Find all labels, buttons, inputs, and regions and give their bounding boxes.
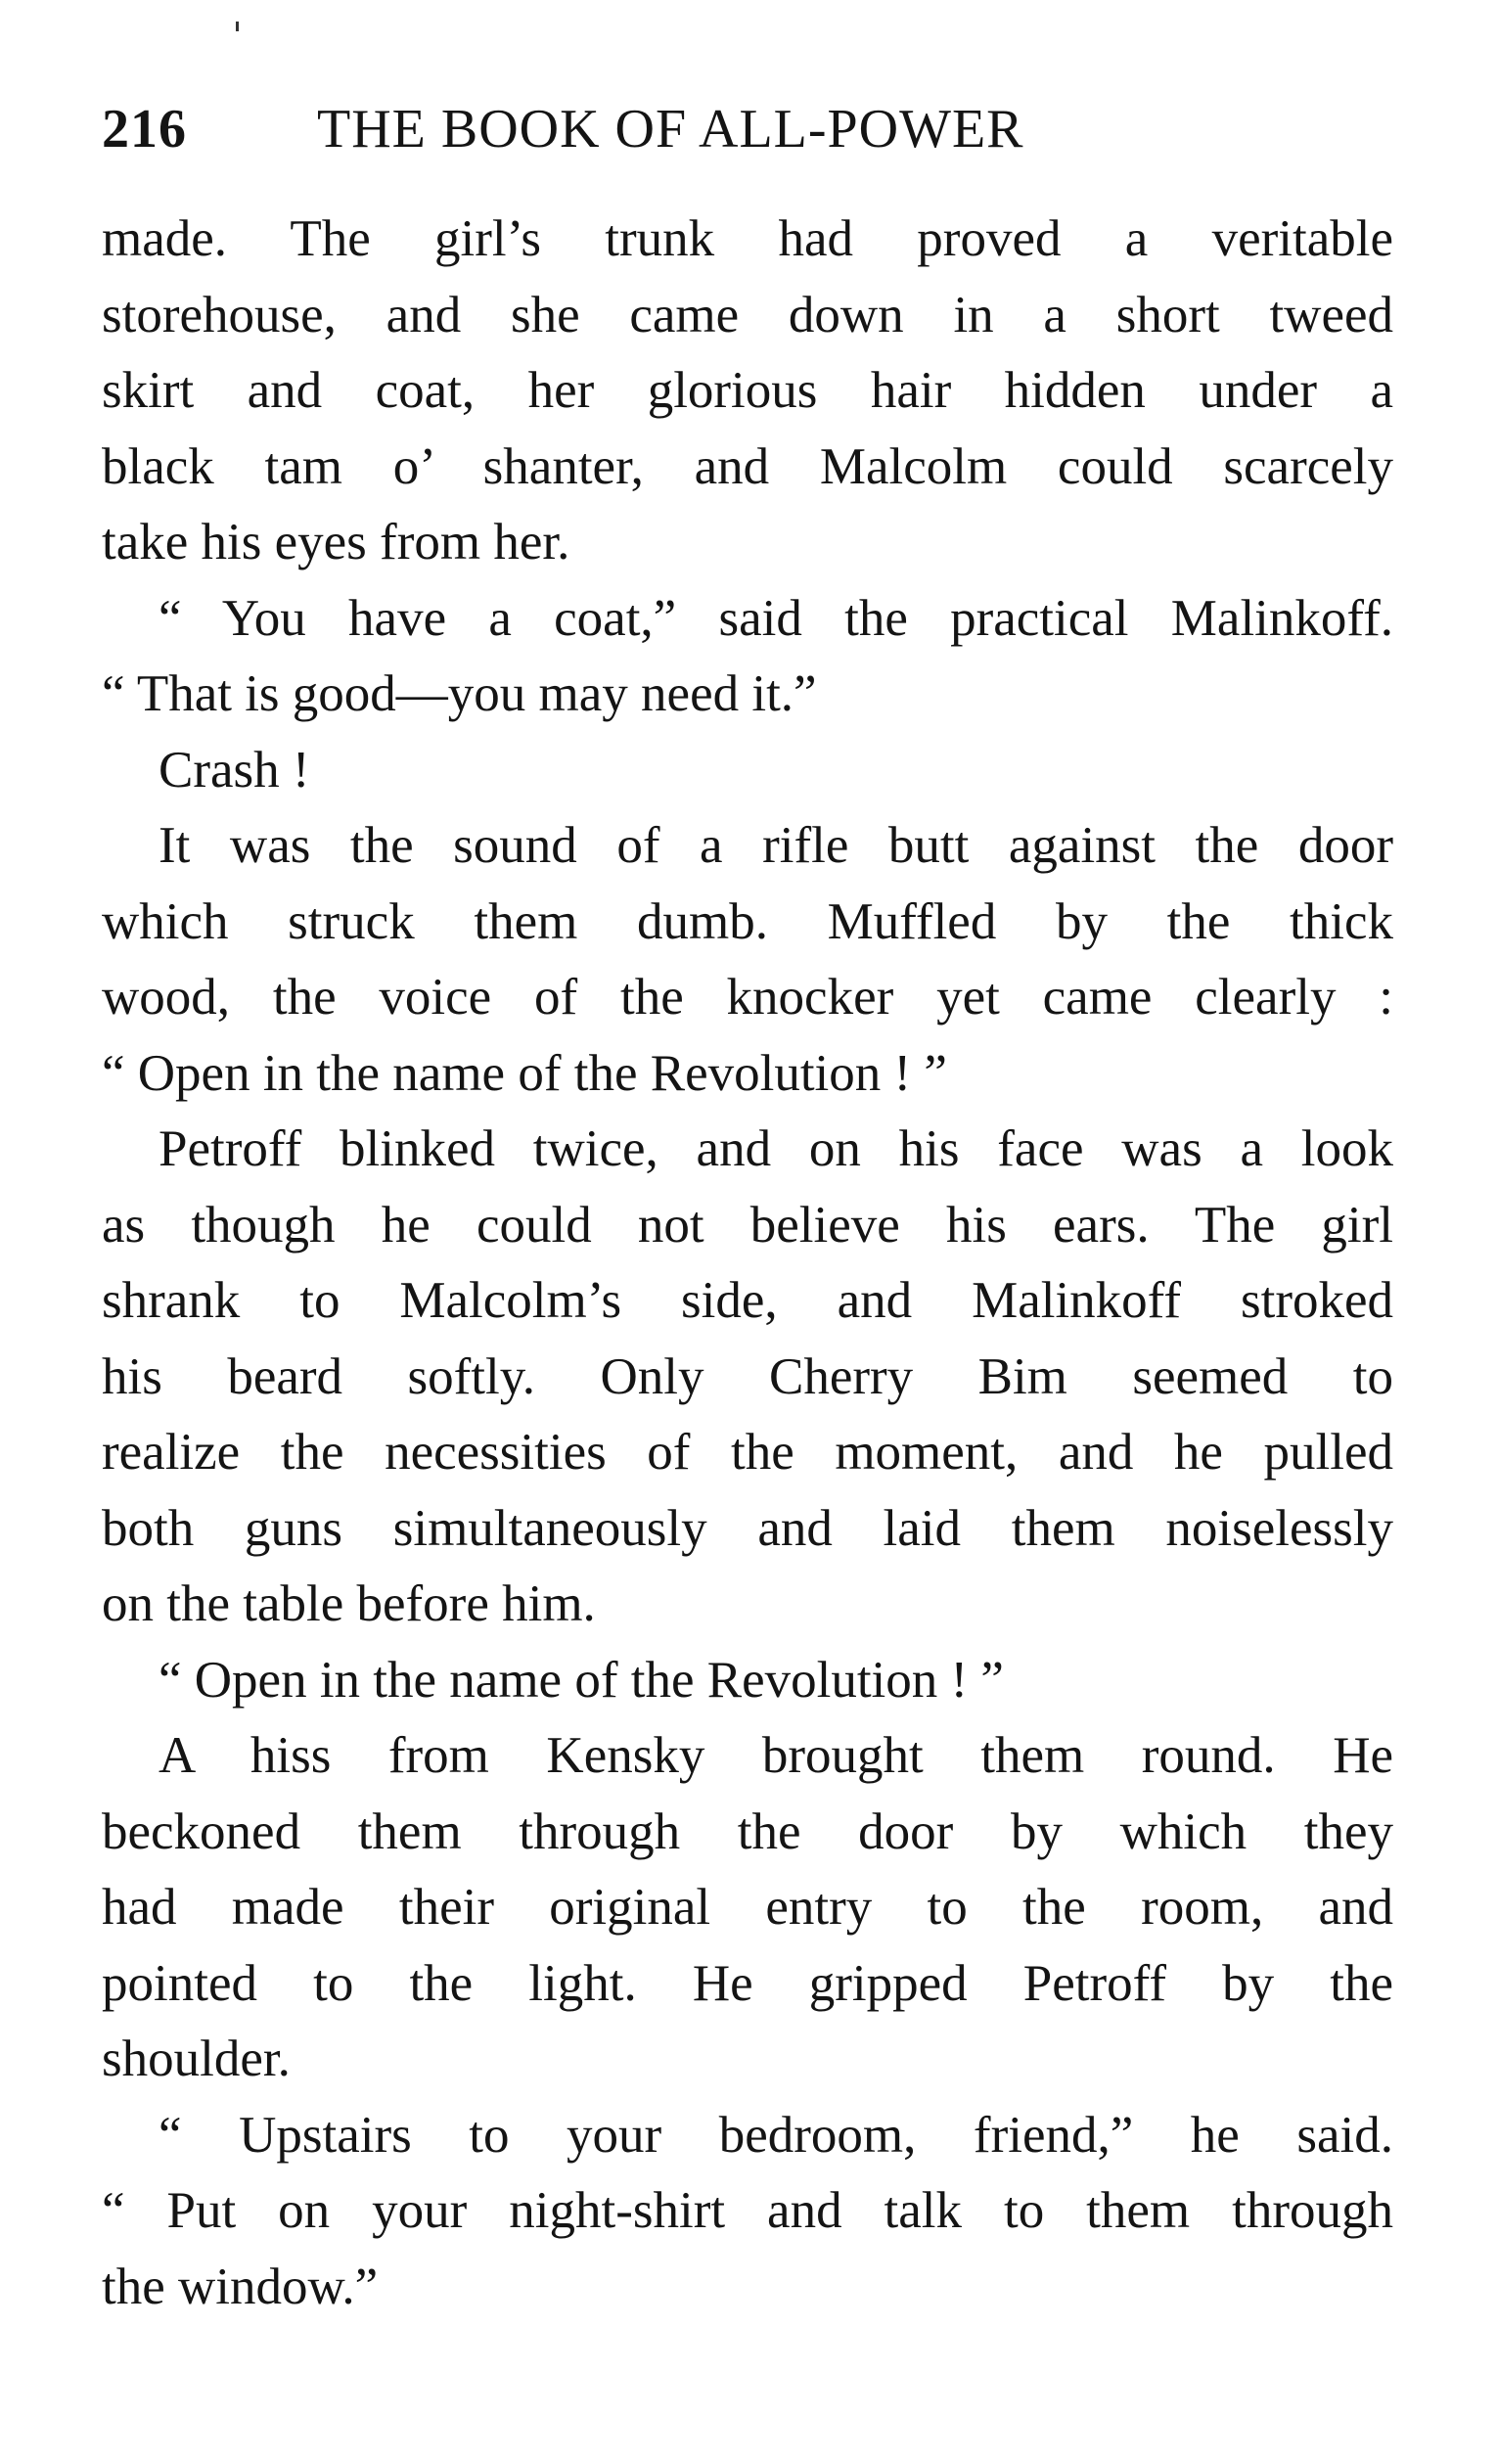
text-line: on the table before him. [102, 1575, 596, 1632]
text-line: his beard softly. Only Cherry Bim seemed to [102, 1347, 1393, 1405]
text-line: Petroff blinked twice, and on his face was a look [159, 1120, 1393, 1177]
ink-speck [236, 22, 239, 31]
text-line: “ You have a coat,” said the practical Malinkoff. [159, 589, 1393, 647]
text-line: storehouse, and she came down in a short tweed [102, 286, 1393, 343]
text-line: “ Upstairs to your bedroom, friend,” he said. [159, 2106, 1393, 2164]
page-number: 216 [102, 99, 187, 160]
text-line: both guns simultaneously and laid them noiselessly [102, 1499, 1393, 1557]
text-line: beckoned them through the door by which they [102, 1802, 1393, 1860]
text-line: Crash ! [159, 741, 310, 799]
text-line: black tam o’ shanter, and Malcolm could scarcely [102, 437, 1393, 495]
text-line: wood, the voice of the knocker yet came clearly : [102, 969, 1393, 1026]
text-line: as though he could not believe his ears. The girl [102, 1196, 1393, 1254]
text-line: “ That is good—you may need it.” [102, 665, 817, 722]
text-line: skirt and coat, her glorious hair hidden under a [102, 362, 1393, 419]
text-line: shrank to Malcolm’s side, and Malinkoff stroked [102, 1272, 1393, 1329]
text-line: take his eyes from her. [102, 514, 570, 570]
text-line: “ Open in the name of the Revolution ! ” [159, 1651, 1004, 1709]
text-line: shoulder. [102, 2031, 291, 2087]
text-line: pointed to the light. He gripped Petroff by the [102, 1954, 1393, 2012]
text-line: A hiss from Kensky brought them round. He [159, 1727, 1393, 1784]
text-line: made. The girl’s trunk had proved a veritable [102, 210, 1393, 267]
text-line: had made their original entry to the room, and [102, 1879, 1393, 1936]
running-title: THE BOOK OF ALL-POWER [317, 99, 1024, 160]
text-line: It was the sound of a rifle butt against the door [159, 817, 1393, 874]
text-line: which struck them dumb. Muffled by the thick [102, 892, 1393, 950]
text-line: the window.” [102, 2258, 379, 2315]
body-text [102, 202, 1393, 2325]
text-line: realize the necessities of the moment, and he pulled [102, 1424, 1393, 1481]
page-header [102, 94, 1403, 164]
text-line: “ Open in the name of the Revolution ! ” [102, 1044, 947, 1102]
text-line: “ Put on your night-shirt and talk to them through [102, 2182, 1393, 2239]
